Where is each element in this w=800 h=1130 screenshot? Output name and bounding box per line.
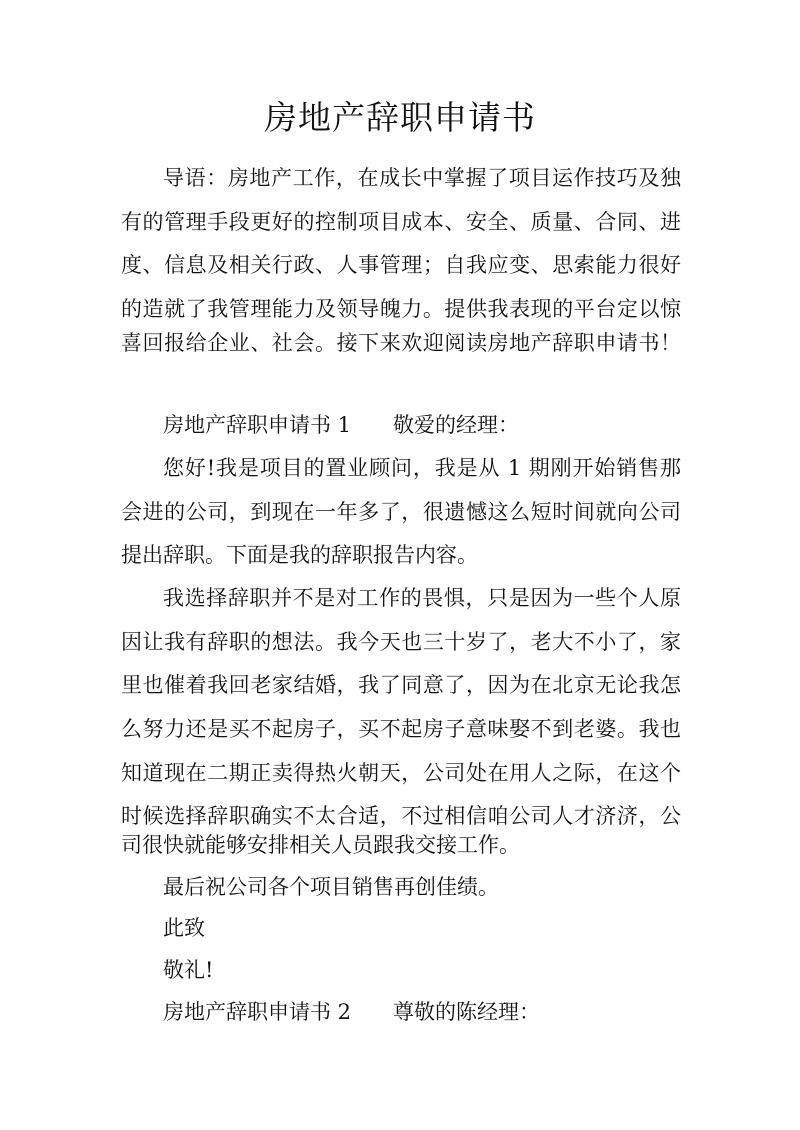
letter1-closing: 最后祝公司各个项目销售再创佳绩。	[163, 875, 499, 899]
letter1-para2-line: 么努力还是买不起房子，买不起房子意味娶不到老婆。我也	[121, 717, 681, 741]
letter1-para2-line: 时候选择辞职确实不太合适，不过相信咱公司人才济济，公	[121, 804, 681, 828]
letter2-heading: 房地产辞职申请书 2	[163, 1000, 352, 1024]
letter1-para2-line: 司很快就能够安排相关人员跟我交接工作。	[121, 833, 520, 857]
letter1-para2-line: 里也催着我回老家结婚，我了同意了，因为在北京无论我怎	[121, 673, 681, 697]
letter2-heading-row	[163, 997, 540, 1027]
letter1-para2-line: 因让我有辞职的想法。我今天也三十岁了，老大不小了，家	[121, 630, 681, 654]
letter1-heading-row	[163, 410, 519, 440]
letter1-para1-line: 您好!我是项目的置业顾问，我是从 1 期刚开始销售那	[163, 456, 681, 480]
letter1-heading: 房地产辞职申请书 1	[163, 413, 352, 437]
letter1-sign-salute: 敬礼!	[163, 958, 214, 982]
intro-line: 的造就了我管理能力及领导魄力。提供我表现的平台定以惊	[121, 297, 681, 321]
letter2-greeting: 尊敬的陈经理：	[393, 1000, 541, 1024]
letter1-para2-line: 我选择辞职并不是对工作的畏惧，只是因为一些个人原	[163, 586, 681, 610]
letter1-greeting: 敬爱的经理：	[393, 413, 520, 437]
letter1-para1-line: 会进的公司，到现在一年多了，很遗憾这么短时间就向公司	[121, 500, 681, 524]
document-title: 房地产辞职申请书	[264, 98, 536, 137]
letter1-para2-line: 知道现在二期正卖得热火朝天，公司处在用人之际，在这个	[121, 761, 681, 785]
letter1-para1-line: 提出辞职。下面是我的辞职报告内容。	[121, 543, 478, 567]
letter1-sign-regards: 此致	[163, 916, 205, 940]
intro-line: 导语：房地产工作，在成长中掌握了项目运作技巧及独	[163, 166, 681, 190]
intro-line: 度、信息及相关行政、人事管理；自我应变、思索能力很好	[121, 253, 681, 277]
intro-line: 喜回报给企业、社会。接下来欢迎阅读房地产辞职申请书！	[121, 331, 681, 355]
intro-line: 有的管理手段更好的控制项目成本、安全、质量、合同、进	[121, 210, 681, 234]
